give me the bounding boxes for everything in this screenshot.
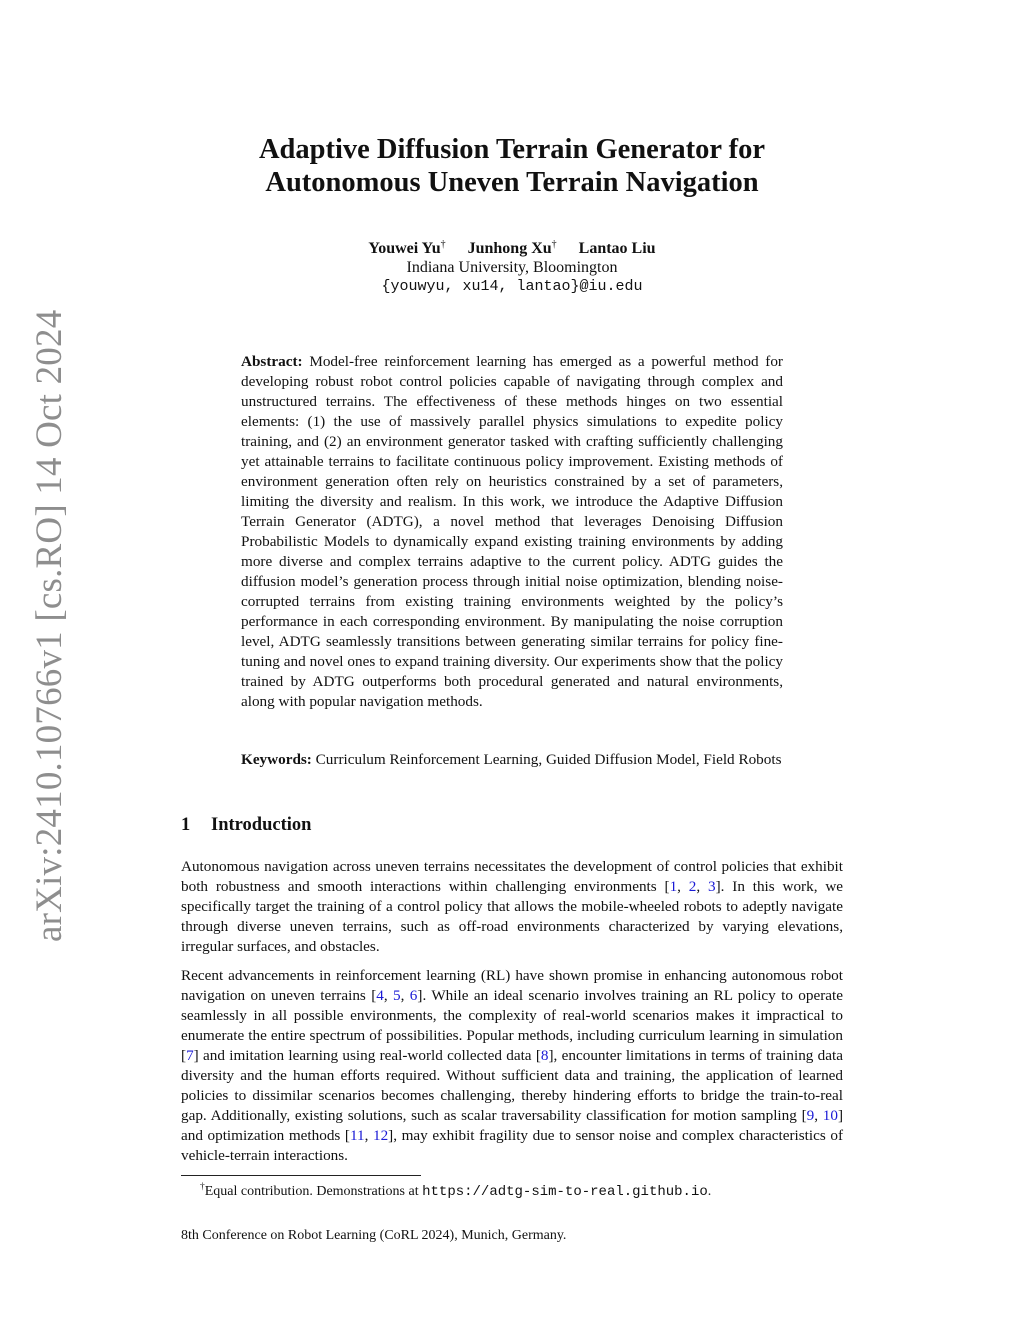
footnote: †Equal contribution. Demonstrations at https://adtg-sim-to-real.github.io. xyxy=(200,1182,712,1200)
footnote-divider xyxy=(181,1175,421,1176)
abstract-text: Model-free reinforcement learning has emerged as a powerful method for developing robust robot control policies capable of navigating through complex and unstructured terrains. The effectiveness of these methods hinges on two essential elements: (1) the use of massively parallel physics simulations to expedite policy training, and (2) an environment generator tasked with crafting sufficiently challenging yet attainable terrains to facilitate continuous policy improvement. Existing methods of environment generation often rely on heuristics constrained by a set of parameters, limiting the diversity and realism. In this work, we introduce the Adaptive Diffusion Terrain Generator (ADTG), a novel method that leverages Denoising Diffusion Probabilistic Models to dynamically expand existing training environments by adding more diverse and complex terrains adaptive to the current policy. ADTG guides the diffusion model’s generation process through initial noise optimization, blending noise-corrupted terrains from existing training environments weighted by the policy’s performance in each corresponding environment. By manipulating the noise corruption level, ADTG seamlessly transitions between generating similar terrains for policy fine-tuning and novel ones to expand training diversity. Our experiments show that the policy trained by ADTG outperforms both procedural generated and natural environments, along with popular navigation methods. xyxy=(241,353,783,710)
citation-link[interactable]: 6 xyxy=(409,987,418,1004)
keywords-text: Curriculum Reinforcement Learning, Guided Diffusion Model, Field Robots xyxy=(315,751,782,768)
intro-paragraph-1: Autonomous navigation across uneven terrains necessitates the development of control policies that exhibit both robustness and smooth interactions within challenging environments [1, 2, 3]. In this work, we specifically target the training of a control policy that allows the mobile-wheeled robots to adeptly navigate through diverse uneven terrains, such as off-road environments characterized by varying elevations, irregular surfaces, and obstacles. xyxy=(181,858,844,955)
section-number: 1 xyxy=(181,815,191,835)
citation-link[interactable]: 1 xyxy=(669,878,678,895)
title-line-1: Adaptive Diffusion Terrain Generator for xyxy=(258,134,766,165)
title-line-2: Autonomous Uneven Terrain Navigation xyxy=(265,167,759,198)
author-1: Youwei Yu† xyxy=(368,239,446,257)
citation-link[interactable]: 9 xyxy=(806,1107,815,1124)
keywords xyxy=(241,750,783,770)
citation-link[interactable]: 8 xyxy=(540,1047,549,1064)
demo-url-link[interactable]: https://adtg-sim-to-real.github.io xyxy=(422,1184,708,1200)
author-email: {youwyu, xu14, lantao}@iu.edu xyxy=(381,278,643,295)
dagger-mark: † xyxy=(551,239,557,250)
author-names xyxy=(150,235,874,258)
section-heading xyxy=(181,814,311,836)
citation-link[interactable]: 12 xyxy=(372,1127,389,1144)
author-3: Lantao Liu xyxy=(578,240,656,257)
citation-link[interactable]: 3 xyxy=(708,878,716,895)
citation-link[interactable]: 2 xyxy=(688,878,697,895)
affiliation: Indiana University, Bloomington xyxy=(406,259,618,276)
citation-link[interactable]: 5 xyxy=(393,987,401,1004)
citation-link[interactable]: 7 xyxy=(186,1047,194,1064)
abstract-label: Abstract: xyxy=(241,353,303,370)
dagger-mark: † xyxy=(440,239,446,250)
citation-link[interactable]: 10 xyxy=(822,1107,838,1124)
abstract xyxy=(241,352,783,712)
intro-paragraph-2: Recent advancements in reinforcement learning (RL) have shown promise in enhancing autonomous robot navigation on uneven terrains [4, 5, 6]. While an ideal scenario involves training an RL policy to operate seamlessly in all possible environments, the complexity of real-world scenarios makes it impractical to enumerate the entire spectrum of possibilities. Popular methods, including curriculum learning in simulation [7] and imitation learning using real-world collected data [8], encounter limitations in terms of training data diversity and the human efforts required. Without sufficient data and training, the application of learned policies to dissimilar scenarios becomes challenging, thereby hindering efforts to bridge the train-to-real gap. Additionally, existing solutions, such as scalar traversability classification for motion sampling [9, 10] and optimization methods [11, 12], may exhibit fragility due to sensor noise and complex characteristics of vehicle-terrain interactions. xyxy=(181,967,843,1164)
author-block xyxy=(150,235,874,296)
paper-title xyxy=(150,133,874,199)
citation-link[interactable]: 4 xyxy=(376,987,384,1004)
conference-note: 8th Conference on Robot Learning (CoRL 2024), Munich, Germany. xyxy=(181,1228,567,1243)
citation-link[interactable]: 11 xyxy=(349,1127,365,1144)
footnote-mark: † xyxy=(200,1182,205,1192)
author-2: Junhong Xu† xyxy=(467,239,557,257)
arxiv-stamp: arXiv:2410.10766v1 [cs.RO] 14 Oct 2024 xyxy=(29,309,70,942)
keywords-label: Keywords: xyxy=(241,751,312,768)
section-title: Introduction xyxy=(211,815,312,835)
